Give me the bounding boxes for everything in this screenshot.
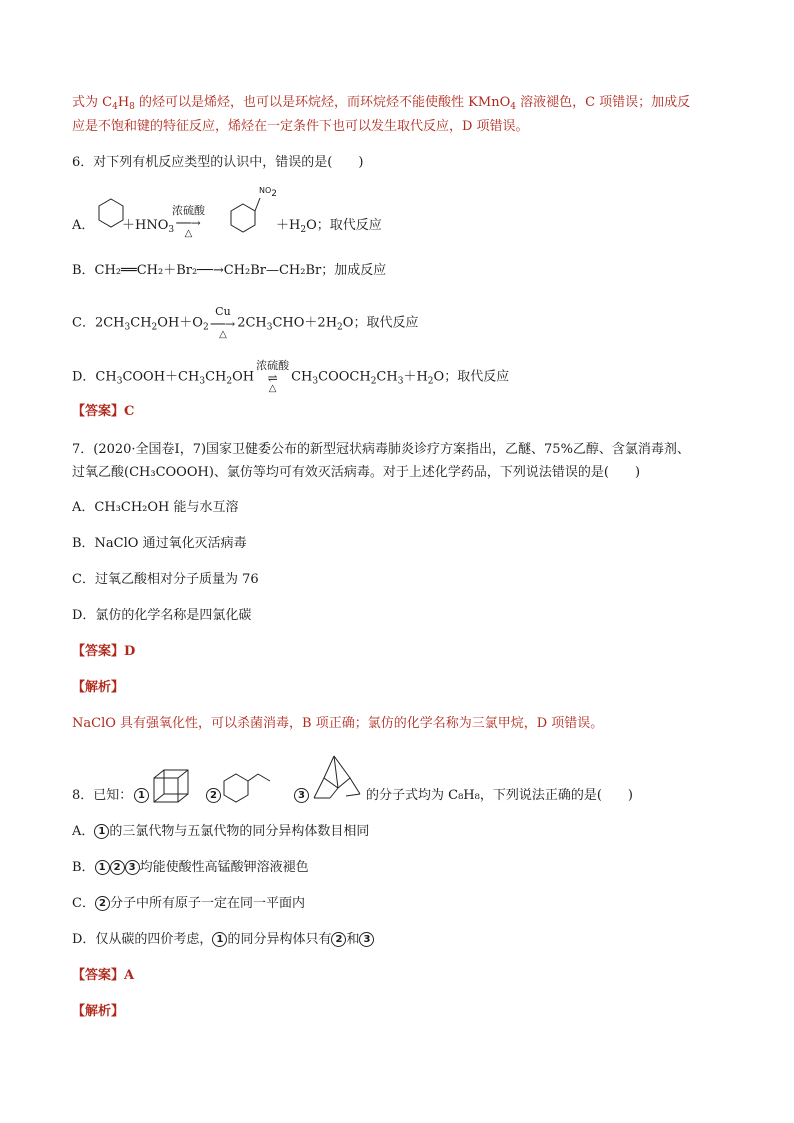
q8-option-b: B． 1 2 3 均能使酸性高锰酸钾溶液褪色 xyxy=(72,860,309,875)
q7-analysis-label: 【解析】 xyxy=(72,680,125,695)
q8-stem-suffix: 的分子式均为 C₈H₈，下列说法正确的是( ) xyxy=(366,788,633,803)
q7-option-d: D．氯仿的化学名称是四氯化碳 xyxy=(72,608,252,623)
q8-option-a: A． 1 的三氯代物与五氯代物的同分异构体数目相同 xyxy=(72,824,370,839)
nitro-group-label: $NO_2$ xyxy=(259,186,278,199)
q6-option-a-tail: $+H_2O$；取代反应 xyxy=(276,218,382,235)
q6-option-c: C．$2CH_3CH_2OH+O_2$ Cu ──→ △ $2CH_3CHO+2H_2O$；取代反应 xyxy=(72,305,419,340)
q6-option-d: D．$CH_3COOH+CH_3CH_2OH$ 浓硫酸 ⇌ △ $CH_3COOCH_2CH_3+H_2O$；取代反应 xyxy=(72,359,510,394)
q7-option-c: C．过氧乙酸相对分子质量为 76 xyxy=(72,572,259,587)
q6-option-a-label: A． xyxy=(72,218,95,233)
q6-answer: 【答案】C xyxy=(72,404,135,419)
q8-compound-1-label: 1 xyxy=(134,786,149,806)
q8-compound-2-label: 2 xyxy=(206,786,221,806)
q8-analysis-label: 【解析】 xyxy=(72,1004,125,1019)
q8-option-d: D．仅从碳的四价考虑， 1 的同分异构体只有 2 和 3 xyxy=(72,930,374,950)
q7-analysis: NaClO 具有强氧化性，可以杀菌消毒，B 项正确；氯仿的化学名称为三氯甲烷，D 项错误。 xyxy=(72,716,604,731)
q8-answer: 【答案】A xyxy=(72,968,135,983)
q7-option-b: B．NaClO 通过氧化灭活病毒 xyxy=(72,536,247,551)
styrene-structure-icon xyxy=(222,768,274,804)
q7-answer: 【答案】D xyxy=(72,644,136,659)
q8-option-c: C． 2 分子中所有原子一定在同一平面内 xyxy=(72,896,305,911)
q6-stem: 6．对下列有机反应类型的认识中，错误的是( ) xyxy=(72,155,364,170)
intro-line-1: 式为 $C_4H_8$ 的烃可以是烯烃，也可以是环烷烃，而环烷烃不能使酸性 KMnO$_4$ 溶液褪色，C 项错误；加成反 xyxy=(72,95,691,112)
q6-option-a-condition: 浓硫酸 ──→ △ xyxy=(172,204,205,239)
q7-stem-line-2: 过氧乙酸(CH₃COOOH)、氯仿等均可有效灭活病毒。对于上述化学药品，下列说法错误的是( ) xyxy=(72,465,641,480)
q8-compound-3-label: 3 xyxy=(294,786,309,806)
q6-option-a-reagent: $+HNO_3$ xyxy=(122,218,175,235)
cubane-structure-icon xyxy=(152,768,192,804)
q6-option-b: B．CH₂══CH₂＋Br₂──→CH₂Br—CH₂Br；加成反应 xyxy=(72,263,387,278)
q8-stem-prefix: 8．已知： xyxy=(72,788,133,803)
nitrobenzene-structure-icon xyxy=(228,196,268,236)
q7-stem-line-1: 7．(2020·全国卷Ⅰ，7)国家卫健委公布的新型冠状病毒肺炎诊疗方案指出，乙醚、75%乙醇、含氯消毒剂、 xyxy=(72,442,690,457)
q7-option-a: A．CH₃CH₂OH 能与水互溶 xyxy=(72,500,239,515)
bicyclic-structure-icon xyxy=(310,752,362,804)
intro-line-2: 应是不饱和键的特征反应，烯烃在一定条件下也可以发生取代反应，D 项错误。 xyxy=(72,119,529,134)
